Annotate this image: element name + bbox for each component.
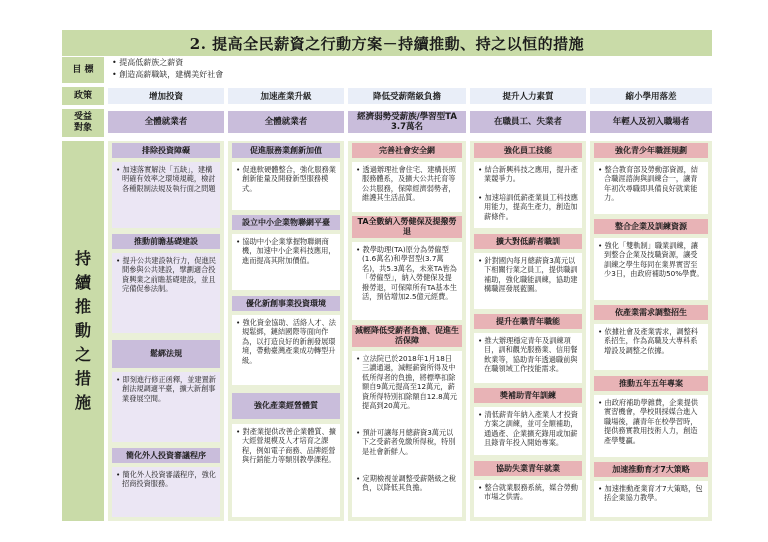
measure-header: 完善社會安全網 bbox=[352, 143, 462, 158]
policy-header: 提升人力素質 bbox=[470, 88, 586, 104]
policy-label: 政策 bbox=[62, 87, 104, 105]
measure-item: • 預計可讓每月總薪資3萬元以下之受薪者免繳所得稅，特別是社會新鮮人。 bbox=[352, 425, 462, 471]
target-label: 受益對象 bbox=[62, 109, 104, 137]
measure-item: • 強化資金協助、活絡人才、法規鬆綁，鏈結國際等面向作為，以打造良好的新創發展環境，帶動臺灣產業成功轉型升級。 bbox=[232, 315, 340, 385]
measure-header: 加速推動育才7大策略 bbox=[594, 462, 708, 477]
measure-item: • 依據社會及產業需求，調整科系招生，作為高職及大專科系增設及調整之依據。 bbox=[594, 324, 708, 370]
measure-header: 依產業需求調整招生 bbox=[594, 305, 708, 320]
goal-item: • 提高低薪族之薪資 bbox=[112, 58, 184, 67]
measure-header: 推動前瞻基礎建設 bbox=[112, 234, 220, 249]
measure-item: • 加速落實解決「五缺」，建構明確有效率之環境規範，檢討各種限制法規及執行面之問題 bbox=[112, 162, 220, 228]
target-header: 經濟弱勢受薪族/學習型TA 3.7萬名 bbox=[348, 111, 466, 133]
measure-header: 強化產業經營體質 bbox=[232, 393, 340, 419]
policy-header: 增加投資 bbox=[108, 88, 224, 104]
measure-item: • 即刻進行修正函釋，並建置新創法規調適平臺，擴大新創事業發展空間。 bbox=[112, 372, 220, 442]
measure-item: • 針對國內每月總薪資3萬元以下相關行業之員工，提供職訓補助，強化職能訓練，協助建構職涯發展藍圖。 bbox=[474, 253, 582, 309]
policy-header: 縮小學用落差 bbox=[590, 88, 712, 104]
target-header: 在職員工、失業者 bbox=[470, 111, 586, 133]
measure-item: • 加速培訓低薪產業員工科技應用能力，提高生產力，創造加薪條件。 bbox=[474, 190, 582, 228]
measure-item: • 教學助理(TA)原分為勞僱型(1.6萬名)和學習型(3.7萬名)，共5.3萬名，未來TA皆為「勞僱型」，納入勞健保及提撥勞退，可保障所有TA基本生活，預估增加2.5億元經費。 bbox=[352, 242, 462, 320]
measure-item: • 推大辦理穩定青年及訓練項目，訓和觀光服務業、信用餐飲業等，協助青年透過職前與在職領域工作技能需求。 bbox=[474, 333, 582, 383]
policy-header: 降低受薪階級負擔 bbox=[348, 88, 466, 104]
measure-header: 鬆綁法規 bbox=[112, 340, 220, 368]
policy-header: 加速產業升級 bbox=[228, 88, 344, 104]
measure-header: 強化青少年職涯規劃 bbox=[594, 143, 708, 158]
measure-header: 優化新創事業投資環境 bbox=[232, 296, 340, 311]
measure-header: 協助失業青年就業 bbox=[474, 461, 582, 476]
measure-header: 推動五年五年專案 bbox=[594, 376, 708, 391]
measure-item: • 提升公共建設執行力，促進民間參與公共建設，擘劃適合投資興業之前瞻基礎建設，並且完備促參法制。 bbox=[112, 253, 220, 333]
goals-box bbox=[108, 57, 712, 83]
target-header: 年輕人及初入職場者 bbox=[590, 111, 712, 133]
measure-item: • 結合新興科技之應用，提升產業競爭力。 bbox=[474, 162, 582, 190]
actions-label-text: 持續推動之措施 bbox=[74, 249, 91, 412]
measure-item: • 由政府補助學雜費，企業提供實習機會，學校則採媒合進入職場後，讓青年在校學習時，提供務實教用技術人力，創造產學雙贏。 bbox=[594, 395, 708, 457]
measure-header: TA全數納入勞健保及提撥勞退 bbox=[352, 216, 462, 238]
measure-item: • 清低薪青年納入產業人才投資方案之訓練，並可全額補助，通過產、企業擴充錄用或加薪且錄青年投入開始專案。 bbox=[474, 407, 582, 455]
target-header: 全體就業者 bbox=[108, 111, 224, 133]
measure-item: • 協助中小企業掌握物聯網商機，加速中小企業科技應用，進而提高其附加價值。 bbox=[232, 234, 340, 290]
measure-header: 整合企業及訓練資源 bbox=[594, 219, 708, 234]
measure-item: • 立法院已於2018年1月18日三讀通過，減輕薪資所得及中低所得者的負擔，將標準扣除額自9萬元提高至12萬元，薪資所得特別扣除額自12.8萬元提高到20萬元。 bbox=[352, 351, 462, 425]
goal-item: • 創造高薪職缺，建構美好社會 bbox=[112, 70, 224, 79]
measure-header: 提升在職青年職能 bbox=[474, 314, 582, 329]
measure-header: 獎補助青年訓練 bbox=[474, 388, 582, 403]
measure-header: 強化員工技能 bbox=[474, 143, 582, 158]
measure-item: • 強化「雙軌制」職業訓練，讓到整合企業及技職資源，讓受訓練之學生每同在業界實習至少3日，由政府補助50%學費。 bbox=[594, 238, 708, 300]
target-header: 全體就業者 bbox=[228, 111, 344, 133]
measure-header: 排除投資障礙 bbox=[112, 143, 220, 158]
page-title: 2. 提高全民薪資之行動方案－持續推動、持之以恒的措施 bbox=[62, 30, 712, 56]
measure-item: • 透過辦理社會住宅、建構長照服務體系，及擴大公共托育等公共服務，保障經濟弱勢者，維護其生活品質。 bbox=[352, 162, 462, 212]
measure-item: • 簡化外人投資審議程序，強化招商投資服務。 bbox=[112, 467, 220, 517]
measure-item: • 促進軟硬體整合，強化服務業創新能量及開發新型服務模式。 bbox=[232, 162, 340, 210]
measure-item: • 加速推動產業育才7大策略，包括企業協力教學。 bbox=[594, 481, 708, 517]
measure-item: • 對產業提供改善企業體質、擴大經營規模及人才培育之課程，例如電子商務、品牌經營與行銷能力等類別教學課程。 bbox=[232, 424, 340, 517]
measure-header: 簡化外人投資審議程序 bbox=[112, 448, 220, 463]
actions-label bbox=[62, 141, 104, 521]
measure-item: • 定期檢視並調整受薪階級之稅負，以降低其負擔。 bbox=[352, 471, 462, 517]
measure-header: 促進服務業創新加值 bbox=[232, 143, 340, 158]
measure-header: 減輕降低受薪者負擔、促進生活保障 bbox=[352, 325, 462, 347]
measure-header: 擴大對低薪者職訓 bbox=[474, 234, 582, 249]
measure-item: • 整合就業服務系統，媒合勞動市場之供需。 bbox=[474, 480, 582, 517]
measure-item: • 整合教育部及勞動部資源，結合職涯諮詢與訓練合一，讓青年初次尋職即具備良好就業能力。 bbox=[594, 162, 708, 214]
measure-header: 設立中小企業物聯網平臺 bbox=[232, 215, 340, 230]
goal-label: 目 標 bbox=[62, 57, 104, 83]
